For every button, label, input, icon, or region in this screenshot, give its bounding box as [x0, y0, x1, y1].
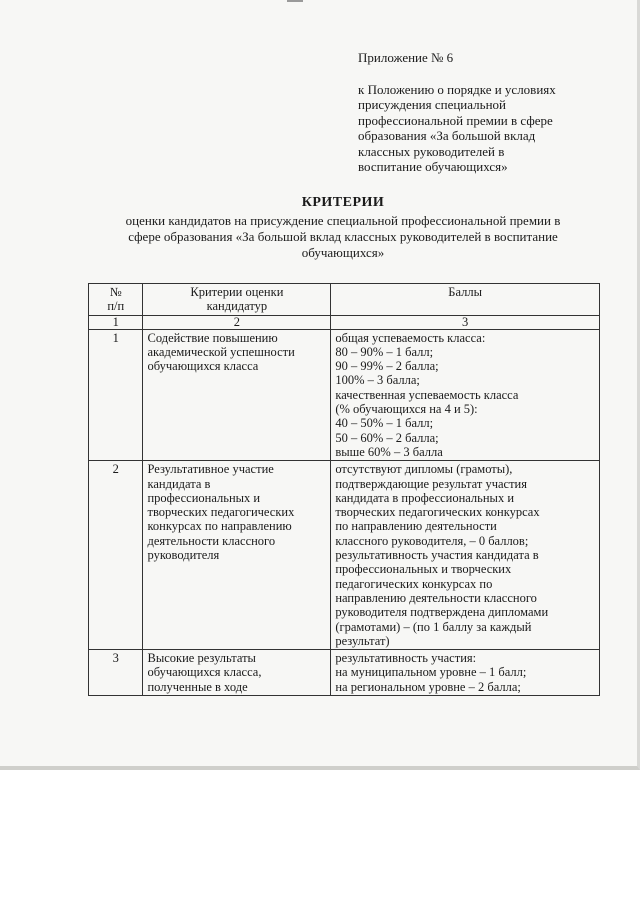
row-number: 3 [89, 650, 143, 696]
points-line: профессиональных и творческих [335, 562, 512, 577]
index-cell: 3 [331, 315, 600, 329]
points-line: 80 – 90% – 1 балл; [335, 344, 434, 359]
points-line: качественная успеваемость класса [335, 387, 519, 402]
criteria-line: полученные в ходе [147, 679, 248, 694]
table-row [89, 461, 600, 650]
index-cell: 1 [89, 315, 143, 329]
points-line: результативность участия кандидата в [335, 548, 539, 563]
points-line: результативность участия: [335, 651, 477, 666]
points-line: 100% – 3 балла; [335, 373, 420, 388]
criteria-line: академической успешности [147, 344, 295, 359]
header-num-line: № [109, 285, 122, 299]
criteria-line: руководителя [147, 548, 220, 563]
points-line: 50 – 60% – 2 балла; [335, 430, 439, 445]
index-row [89, 315, 600, 329]
appendix-line: профессиональной премии в сфере [358, 112, 553, 128]
criteria-table [88, 283, 600, 696]
appendix-line: присуждения специальной [358, 97, 506, 112]
title-line: оценки кандидатов на присуждение специальной профессиональной премии в [125, 213, 561, 228]
table-row [89, 650, 600, 696]
header-points: Баллы [331, 284, 600, 316]
criteria-line: Результативное участие [147, 462, 274, 477]
criteria-line: обучающихся класса, [147, 665, 262, 680]
points-line: руководителя подтверждена дипломами [335, 605, 549, 620]
points-line: творческих педагогических конкурсах [335, 505, 540, 520]
row-number: 2 [89, 461, 143, 650]
criteria-line: Содействие повышению [147, 330, 278, 345]
criteria-line: кандидата в [147, 476, 211, 491]
points-line: общая успеваемость класса: [335, 330, 486, 345]
title-line: обучающихся» [301, 245, 385, 260]
points-line: результат) [335, 633, 390, 648]
appendix-line: классных руководителей в [358, 143, 505, 159]
header-criteria-line: кандидатур [206, 299, 268, 314]
table-row [89, 329, 600, 461]
criteria-line: Высокие результаты [147, 651, 256, 666]
header-criteria [143, 284, 331, 316]
row-points [331, 461, 600, 650]
criteria-line: конкурсах по направлению [147, 519, 292, 534]
row-criteria [143, 650, 331, 696]
points-line: на региональном уровне – 2 балла; [335, 679, 521, 694]
points-line: направлению деятельности классного [335, 590, 537, 605]
criteria-line: творческих педагогических [147, 505, 295, 520]
title-line: сфере образования «За большой вклад классных руководителей в воспитание [128, 229, 558, 244]
points-line: кандидата в профессиональных и [335, 490, 515, 505]
appendix-line: образования «За большой вклад [358, 128, 536, 143]
scan-mark [287, 0, 303, 2]
points-line: (грамотами) – (по 1 баллу за каждый [335, 619, 532, 634]
appendix-number: Приложение № 6 [358, 50, 454, 65]
criteria-line: профессиональных и [147, 490, 261, 505]
row-points [331, 650, 600, 696]
points-line: (% обучающихся на 4 и 5): [335, 402, 478, 417]
points-line: подтверждающие результат участия [335, 476, 527, 491]
criteria-line: деятельности классного [147, 533, 276, 548]
points-line: отсутствуют дипломы (грамоты), [335, 462, 513, 477]
points-line: педагогических конкурсах по [335, 576, 493, 591]
document-title [88, 195, 598, 261]
header-criteria-line: Критерии оценки [190, 285, 284, 299]
header-num-line: п/п [107, 299, 125, 314]
row-criteria [143, 461, 331, 650]
criteria-line: обучающихся класса [147, 359, 259, 374]
row-criteria [143, 329, 331, 461]
row-points [331, 329, 600, 461]
index-cell: 2 [143, 315, 331, 329]
appendix-note [358, 50, 608, 175]
header-row [89, 284, 600, 316]
points-line: 40 – 50% – 1 балл; [335, 416, 434, 431]
appendix-line: воспитание обучающихся» [358, 159, 508, 174]
header-num [89, 284, 143, 316]
title-heading: КРИТЕРИИ [301, 195, 385, 210]
appendix-line: к Положению о порядке и условиях [358, 81, 556, 97]
points-line: выше 60% – 3 балла [335, 444, 443, 459]
points-line: на муниципальном уровне – 1 балл; [335, 665, 527, 680]
points-line: по направлению деятельности [335, 519, 497, 534]
points-line: 90 – 99% – 2 балла; [335, 359, 439, 374]
points-line: классного руководителя, – 0 баллов; [335, 533, 529, 548]
row-number: 1 [89, 329, 143, 461]
